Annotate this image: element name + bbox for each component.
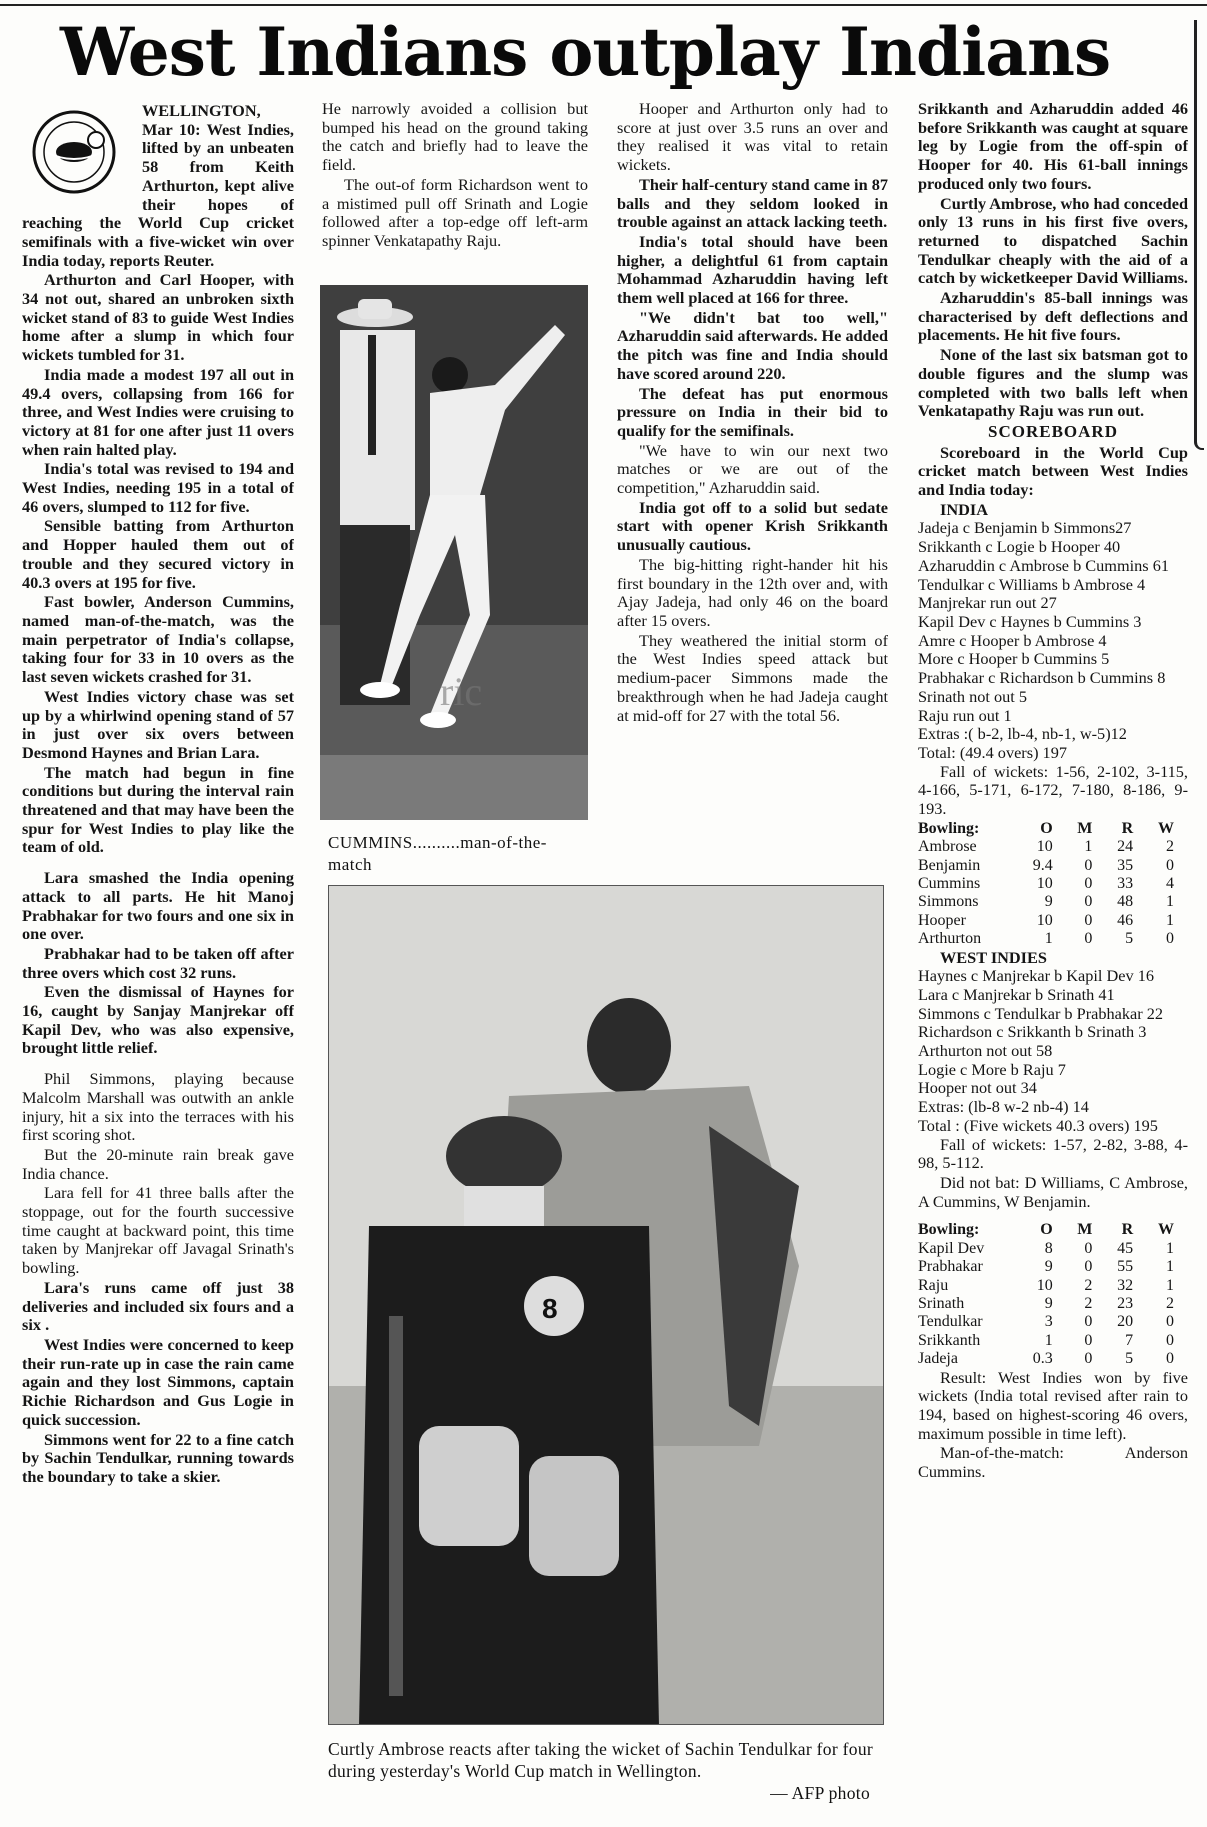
bowling-cell: Hooper [918, 911, 966, 929]
bowling-row [918, 857, 1188, 875]
bowling-cell: 5 [1125, 1350, 1134, 1368]
paragraph: Curtly Ambrose, who had conceded only 13 runs in his first five overs, returned to dispatched Sachin Tendulkar cheaply with the aid of a catch by wicketkeeper David Williams. [918, 193, 1188, 288]
bowling-cell: 0 [1084, 911, 1093, 929]
paragraph: None of the last six batsman got to double figures and the slump was completed with two balls left when Venkatapathy Raju was run out. [918, 345, 1188, 421]
headline: West Indians outplay Indians [60, 13, 1111, 91]
batting-line: Arthurton not out 58 [918, 1041, 1053, 1061]
bowling-row [918, 1240, 1188, 1258]
bowling-cell: Kapil Dev [918, 1239, 985, 1257]
bowling-cell: 0 [1084, 874, 1093, 892]
paragraph: He narrowly avoided a collision but bumped his head on the ground taking the catch and briefly had to leave the field. [322, 100, 588, 175]
bowling-cell: Benjamin [918, 856, 981, 874]
bowling-header-cell: O [1040, 1221, 1053, 1239]
bowling-cell: 5 [1125, 930, 1134, 948]
article-column-3 [617, 100, 888, 880]
bowling-cell: 48 [1117, 893, 1134, 911]
batting-line: Richardson c Srikkanth b Srinath 3 [918, 1022, 1147, 1042]
bowling-cell: 2 [1166, 838, 1174, 856]
paragraph: Azharuddin's 85-ball innings was characterised by deft deflections and placements. He hit five fours. [918, 288, 1188, 345]
bowling-cell: 10 [1036, 911, 1053, 929]
bowling-cell: 0.3 [1032, 1350, 1053, 1368]
bowling-header-cell: R [1121, 819, 1134, 837]
batting-line: Amre c Hooper b Ambrose 4 [918, 630, 1107, 650]
bowling-cell: 0 [1084, 1258, 1093, 1276]
bowling-cell: Tendulkar [918, 1313, 983, 1331]
bowling-header-row [918, 1221, 1188, 1239]
bowling-cell: 4 [1166, 874, 1174, 892]
article-column-2 [322, 100, 588, 280]
bowling-cell: 2 [1084, 1276, 1093, 1294]
paragraph: Arthurton and Carl Hooper, with 34 not out, shared an unbroken sixth wicket stand of 83 to guide West Indies home after a slump in which four wickets tumbled for 31. [22, 270, 294, 365]
match-result: Result: West Indies won by five wickets (India total revised after rain to 194, based on highest-scoring 46 overs, maximum possible in time left). [918, 1367, 1188, 1443]
paragraph: Hooper and Arthurton only had to score at just over 3.5 runs an over and they realised it was vital to retain wickets. [617, 100, 888, 175]
bowling-cell: 9.4 [1032, 856, 1053, 874]
batting-line: Total : (Five wickets 40.3 overs) 195 [918, 1115, 1158, 1135]
scoreboard-intro: Scoreboard in the World Cup cricket match between West Indies and India today: [918, 442, 1188, 500]
batting-line: Simmons c Tendulkar b Prabhakar 22 [918, 1003, 1163, 1023]
bowling-cell: Simmons [918, 893, 979, 911]
india-fall-of-wickets: Fall of wickets: 1-56, 2-102, 3-115, 4-166, 5-171, 6-172, 7-180, 8-186, 9-193. [918, 761, 1188, 819]
ambrose-tendulkar-photo [328, 885, 884, 1725]
bowling-cell: 0 [1166, 1350, 1174, 1368]
batting-line: Extras :( b-2, lb-4, nb-1, w-5)12 [918, 724, 1127, 744]
paragraph: But the 20-minute rain break gave India chance. [22, 1144, 294, 1183]
india-bowling-table [918, 1221, 1188, 1368]
bowling-cell: 35 [1117, 856, 1134, 874]
bowling-header-cell: W [1158, 819, 1174, 837]
bowling-cell: 1 [1166, 893, 1174, 911]
paragraph: West Indies were concerned to keep their run-rate up in case the rain came again and they lost Simmons, captain Richie Richardson and Gus Logie in quick succession. [22, 1335, 294, 1429]
batting-line: Prabhakar c Richardson b Cummins 8 [918, 668, 1166, 688]
article-column-1 [22, 102, 294, 1822]
bowling-row [918, 1350, 1188, 1368]
paragraph: Srikkanth and Azharuddin added 46 before Srikkanth was caught at square leg by Logie from the off-spin of Hooper for 40. His 61-ball innings produced only two fours. [918, 100, 1188, 193]
svg-text:8: 8 [542, 1293, 558, 1324]
bowling-cell: 1 [1044, 1331, 1053, 1349]
scoreboard-heading: SCOREBOARD [988, 421, 1118, 441]
paragraph: Their half-century stand came in 87 balls and they seldom looked in trouble against an attack lacking teeth. [617, 174, 888, 232]
bowling-header-cell: M [1077, 819, 1093, 837]
bowling-row [918, 1313, 1188, 1331]
paragraph: The out-of form Richardson went to a mistimed pull off Srinath and Logie followed after a top-edge off left-arm spinner Venkatapathy Raju. [322, 174, 588, 250]
bowling-row [918, 912, 1188, 930]
paragraph: Simmons went for 22 to a fine catch by Sachin Tendulkar, running towards the boundary to take a skier. [22, 1429, 294, 1486]
bowling-cell: 1 [1166, 1276, 1174, 1294]
paragraph: "We have to win our next two matches or we are out of the competition," Azharuddin said. [617, 440, 888, 498]
bowling-cell: 20 [1117, 1313, 1134, 1331]
paragraph: "We didn't bat too well," Azharuddin said afterwards. He added the pitch was fine and India should have scored around 220. [617, 307, 888, 383]
caption-text: Curtly Ambrose reacts after taking the wicket of Sachin Tendulkar for four during yesterday's World Cup match in Wellington. [328, 1739, 874, 1781]
bowling-cell: 1 [1166, 1239, 1174, 1257]
bowling-cell: 0 [1166, 930, 1174, 948]
bowling-header-cell: W [1158, 1221, 1174, 1239]
article-column-4 [918, 100, 1188, 1822]
players-illustration [329, 886, 884, 1725]
bowling-cell: 0 [1084, 1239, 1093, 1257]
bowling-row [918, 1258, 1188, 1276]
paragraph: Even the dismissal of Haynes for 16, caught by Sanjay Manjrekar off Kapil Dev, who was also expensive, brought little relief. [22, 982, 294, 1058]
paragraph: India's total was revised to 194 and West Indies, needing 195 in a total of 46 overs, slumped to 112 for five. [22, 459, 294, 516]
bowling-cell: 9 [1044, 1295, 1053, 1313]
side-rule [1194, 20, 1204, 450]
bowling-cell: 45 [1117, 1239, 1134, 1257]
bowling-cell: 2 [1166, 1295, 1174, 1313]
bowling-row [918, 838, 1188, 856]
bowling-row [918, 875, 1188, 893]
cummins-bowling-photo [320, 285, 588, 820]
west-indies-label: WEST INDIES [940, 947, 1047, 967]
bowling-cell: Cummins [918, 874, 981, 892]
batting-line: Kapil Dev c Haynes b Cummins 3 [918, 611, 1142, 631]
paragraph: The match had begun in fine conditions but during the interval rain threatened and that may have been the spur for West Indies to play like the team of old. [22, 762, 294, 857]
bowling-cell: 23 [1117, 1295, 1134, 1313]
bowling-header-cell: Bowling: [918, 1221, 980, 1239]
bowling-cell: 32 [1117, 1276, 1134, 1294]
bowling-cell: 0 [1084, 893, 1093, 911]
paragraph: Phil Simmons, playing because Malcolm Marshall was outwith an ankle injury, hit a six into the terraces with his first scoring shot. [22, 1069, 294, 1145]
batting-line: Jadeja c Benjamin b Simmons27 [918, 518, 1132, 538]
bowling-cell: 1 [1166, 911, 1174, 929]
bowling-cell: 10 [1036, 1276, 1053, 1294]
bowling-cell: 8 [1044, 1239, 1053, 1257]
bowling-cell: 0 [1166, 1331, 1174, 1349]
bowling-cell: 46 [1117, 911, 1134, 929]
batting-line: Srikkanth c Logie b Hooper 40 [918, 537, 1121, 557]
bowling-cell: Srinath [918, 1295, 965, 1313]
top-rule [0, 4, 1207, 6]
bowling-cell: 10 [1036, 838, 1053, 856]
paragraph: West Indies victory chase was set up by a whirlwind opening stand of 57 in just over six overs between Desmond Haynes and Brian Lara. [22, 686, 294, 762]
bowling-cell: 0 [1084, 856, 1093, 874]
paragraph: Lara's runs came off just 38 deliveries and included six fours and a six . [22, 1277, 294, 1335]
bowling-cell: 0 [1084, 1350, 1093, 1368]
svg-text:ric: ric [440, 669, 483, 714]
bowling-header-cell: O [1040, 819, 1053, 837]
wi-fall-of-wickets: Fall of wickets: 1-57, 2-82, 3-88, 4-98, 5-112. [918, 1134, 1188, 1173]
bowling-row [918, 1332, 1188, 1350]
bowling-cell: 33 [1117, 874, 1134, 892]
batting-line: Logie c More b Raju 7 [918, 1059, 1066, 1079]
paragraph: Sensible batting from Arthurton and Hopper hauled them out of trouble and they secured victory in 40.3 overs at 195 for five. [22, 516, 294, 592]
bowler-illustration [320, 285, 588, 820]
batting-line: Manjrekar run out 27 [918, 593, 1057, 613]
wi-bowling-table [918, 820, 1188, 949]
bowling-header-row [918, 820, 1188, 838]
india-batting [918, 519, 1188, 762]
bowling-cell: 3 [1044, 1313, 1053, 1331]
batting-line: Raju run out 1 [918, 705, 1012, 725]
photo-credit: — AFP photo [770, 1783, 870, 1803]
batting-line: Total: (49.4 overs) 197 [918, 742, 1067, 762]
batting-line: Lara c Manjrekar b Srinath 41 [918, 984, 1115, 1004]
batting-line: Extras: (lb-8 w-2 nb-4) 14 [918, 1097, 1089, 1117]
bowling-cell: 7 [1125, 1331, 1134, 1349]
bowling-cell: Raju [918, 1276, 949, 1294]
batting-line: Tendulkar c Williams b Ambrose 4 [918, 574, 1146, 594]
bowling-cell: Prabhakar [918, 1258, 983, 1276]
paragraph: Fast bowler, Anderson Cummins, named man-of-the-match, was the main perpetrator of India's collapse, taking four for 33 in 10 overs as the last seven wickets crashed for 31. [22, 592, 294, 687]
bowling-cell: Jadeja [918, 1350, 958, 1368]
world-cup-logo [22, 102, 134, 202]
bowling-cell: 24 [1117, 838, 1134, 856]
batting-line: More c Hooper b Cummins 5 [918, 649, 1110, 669]
paragraph: The defeat has put enormous pressure on India in their bid to qualify for the semifinals. [617, 383, 888, 440]
bowling-cell: Ambrose [918, 838, 977, 856]
batting-line: Srinath not out 5 [918, 686, 1027, 706]
photo2-caption [328, 1738, 884, 1804]
bowling-header-cell: M [1077, 1221, 1093, 1239]
paragraph: India made a modest 197 all out in 49.4 overs, collapsing from 166 for three, and West Indies were cruising to victory at 81 for one after just 11 overs when rain halted play. [22, 364, 294, 459]
wi-batting [918, 967, 1188, 1135]
paragraph: Mar 10: West Indies, lifted by an unbeaten 58 from Keith Arthurton, kept alive their hopes of reaching the World Cup cricket semifinals with a five-wicket win over India today, reports Reuter. [22, 119, 294, 270]
bowling-cell: 1 [1166, 1258, 1174, 1276]
paragraph: Prabhakar had to be taken off after three overs which cost 32 runs. [22, 943, 294, 982]
paragraph: They weathered the initial storm of the West Indies speed attack but medium-pacer Simmons made the breakthrough when he had Jadeja caught at mid-off for 27 with the total 56. [617, 630, 888, 725]
paragraph: Lara fell for 41 three balls after the stoppage, out for the fourth successive time caught at backward point, this time taken by Manjrekar off Javagal Srinath's bowling. [22, 1183, 294, 1278]
india-label: INDIA [940, 499, 988, 519]
bowling-cell: 10 [1036, 874, 1053, 892]
paragraph: India's total should have been higher, a delightful 61 from captain Mohammad Azharuddin having left them well placed at 166 for three. [617, 231, 888, 308]
man-of-the-match: Man-of-the-match: Anderson Cummins. [918, 1443, 1188, 1482]
bowling-header-cell: R [1121, 1221, 1134, 1239]
dateline: WELLINGTON, [142, 102, 261, 120]
photo1-caption: CUMMINS..........man-of-the-match [328, 833, 547, 874]
bowling-cell: 0 [1084, 930, 1093, 948]
bowling-cell: 9 [1044, 893, 1053, 911]
batting-line: Azharuddin c Ambrose b Cummins 61 [918, 555, 1169, 575]
bowling-row [918, 1295, 1188, 1313]
bowling-row [918, 893, 1188, 911]
bowling-cell: 2 [1084, 1295, 1093, 1313]
paragraph: India got off to a solid but sedate start with opener Krish Srikkanth unusually cautious. [617, 497, 888, 555]
bowling-cell: 1 [1084, 838, 1093, 856]
paragraph: The big-hitting right-hander hit his first boundary in the 12th over and, with Ajay Jadeja, had only 46 on the board after 15 overs. [617, 554, 888, 630]
bowling-cell: 55 [1117, 1258, 1134, 1276]
bowling-cell: Arthurton [918, 930, 982, 948]
bowling-cell: 1 [1044, 930, 1053, 948]
bowling-cell: Srikkanth [918, 1331, 981, 1349]
bowling-row [918, 1277, 1188, 1295]
bowling-row [918, 930, 1188, 948]
bowling-cell: 0 [1166, 1313, 1174, 1331]
bowling-cell: 9 [1044, 1258, 1053, 1276]
did-not-bat: Did not bat: D Williams, C Ambrose, A Cummins, W Benjamin. [918, 1173, 1188, 1211]
paragraph: Lara smashed the India opening attack to all parts. He hit Manoj Prabhakar for two fours and one six in one over. [22, 868, 294, 944]
bowling-cell: 0 [1166, 856, 1174, 874]
batting-line: Haynes c Manjrekar b Kapil Dev 16 [918, 966, 1154, 986]
bowling-header-cell: Bowling: [918, 819, 980, 837]
bowling-cell: 0 [1084, 1331, 1093, 1349]
bowling-cell: 0 [1084, 1313, 1093, 1331]
batting-line: Hooper not out 34 [918, 1078, 1037, 1098]
